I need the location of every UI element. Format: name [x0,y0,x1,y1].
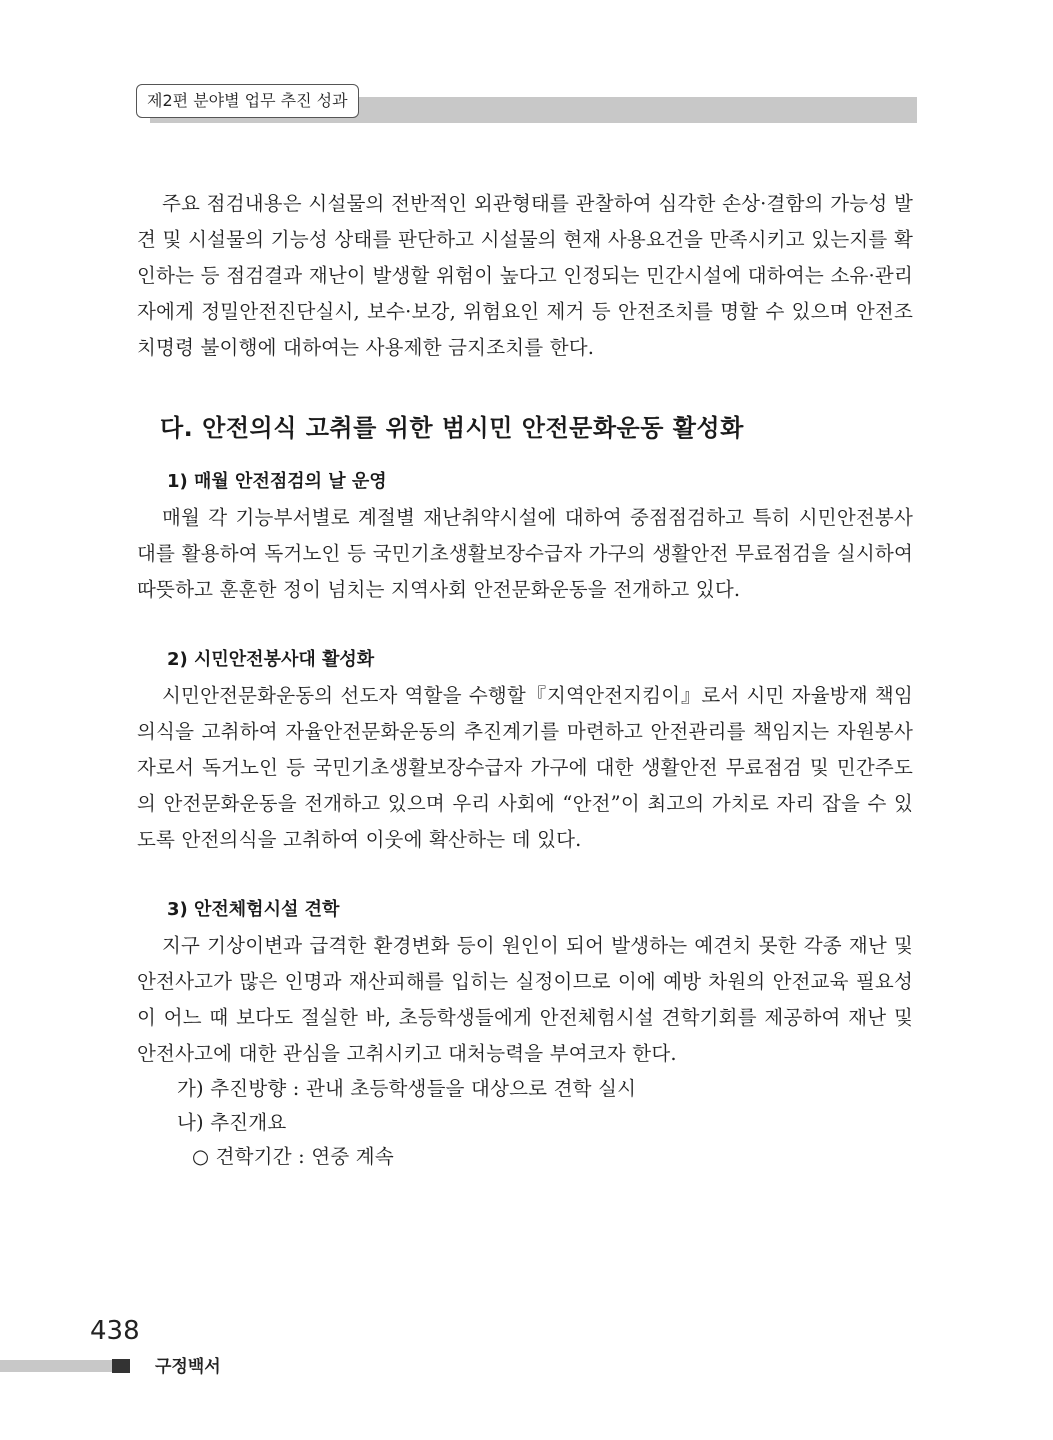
intro-paragraph: 주요 점검내용은 시설물의 전반적인 외관형태를 관찰하여 심각한 손상·결함의 가능성 발견 및 시설물의 기능성 상태를 판단하고 시설물의 현재 사용요건을 만족시키고 있는지를 확인하는 등 점검결과 재난이 발생할 위험이 높다고 인정되는 민간시설에 대하여는 소유·관리자에게 정밀안전진단실시, 보수·보강, 위험요인 제거 등 안전조치를 명할 수 있으며 안전조치명령 불이행에 대하여는 사용제한 금지조치를 한다. [137,192,913,359]
subsection-title: 1) 매월 안전점검의 날 운영 [167,471,387,492]
list-item: 가) 추진방향 : 관내 초등학생들을 대상으로 견학 실시 [177,1077,637,1100]
main-content [137,186,913,1174]
section-heading: 다. 안전의식 고취를 위한 범시민 안전문화운동 활성화 [160,414,744,442]
subsection-1 [137,464,913,608]
list-item: 나) 추진개요 [177,1111,287,1134]
chapter-title: 제2편 분야별 업무 추진 성과 [136,84,359,118]
subsection-body: 매월 각 기능부서별로 계절별 재난취약시설에 대하여 중점점검하고 특히 시민안전봉사대를 활용하여 독거노인 등 국민기초생활보장수급자 가구의 생활안전 무료점검을 실시하여 따뜻하고 훈훈한 정이 넘치는 지역사회 안전문화운동을 전개하고 있다. [137,506,913,601]
book-title: 구정백서 [155,1357,221,1377]
subsection-body: 시민안전문화운동의 선도자 역할을 수행할『지역안전지킴이』로서 시민 자율방재 책임의식을 고취하여 자율안전문화운동의 추진계기를 마련하고 안전관리를 책임지는 자원봉사자로서 독거노인 등 국민기초생활보장수급자 가구에 대한 생활안전 무료점검 및 민간주도의 안전문화운동을 전개하고 있으며 우리 사회에 “안전”이 최고의 가치로 자리 잡을 수 있도록 안전의식을 고취하여 이웃에 확산하는 데 있다. [137,684,913,851]
list-item: ○ 견학기간 : 연중 계속 [192,1145,394,1168]
subsection-2 [137,642,913,858]
subsection-title: 3) 안전체험시설 견학 [167,899,340,920]
footer-square-icon [112,1359,130,1373]
subsection-body: 지구 기상이변과 급격한 환경변화 등이 원인이 되어 발생하는 예견치 못한 각종 재난 및 안전사고가 많은 인명과 재산피해를 입히는 실정이므로 이에 예방 차원의 안전교육 필요성이 어느 때 보다도 절실한 바, 초등학생들에게 안전체험시설 견학기회를 제공하여 재난 및 안전사고에 대한 관심을 고취시키고 대처능력을 부여코자 한다. [137,934,913,1065]
subsection-3 [137,892,913,1174]
footer-bar [0,1360,130,1372]
subsection-title: 2) 시민안전봉사대 활성화 [167,649,375,670]
page-number: 438 [90,1316,140,1346]
